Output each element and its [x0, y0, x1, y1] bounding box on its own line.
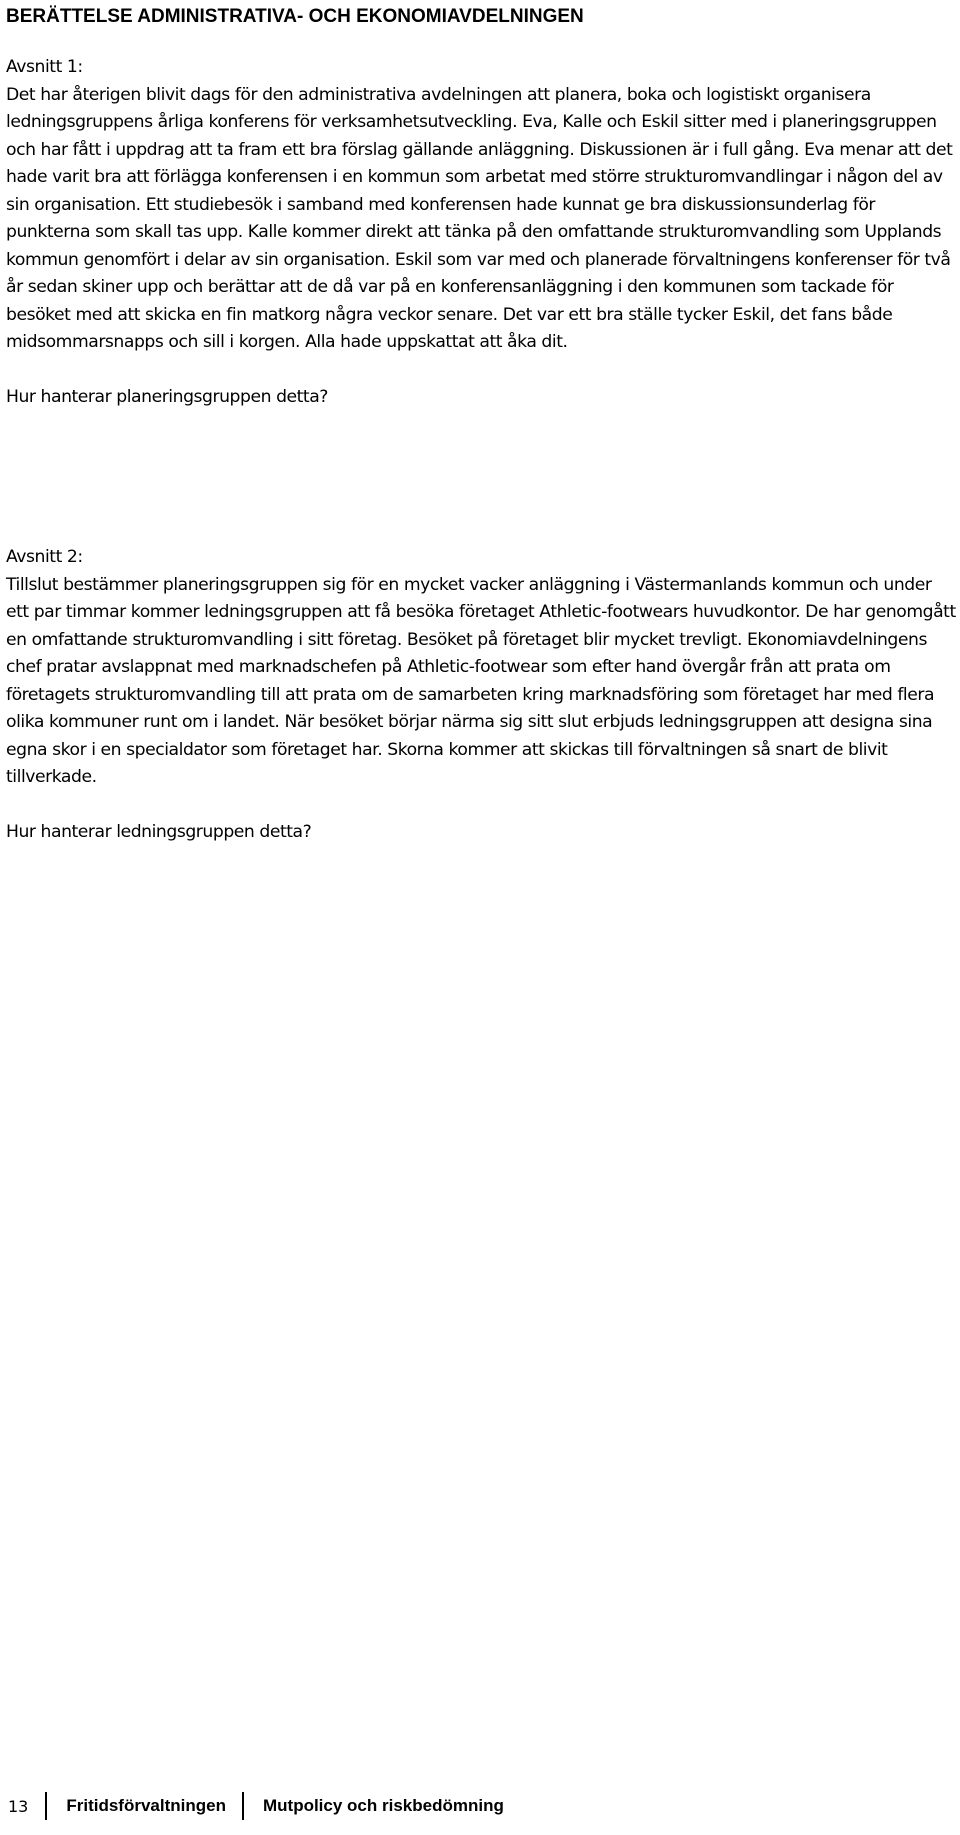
- footer-department: Fritidsförvaltningen: [66, 1796, 226, 1815]
- section-body: Tillslut bestämmer planeringsgruppen sig för en mycket vacker anläggning i Västermanlands kommun och under ett par timmar kommer ledningsgruppen att få besöka företaget Athletic-footwears huvudkontor. De har genomgått en omfattande strukturomvandling i sitt företag. Besöket på företaget blir mycket trevligt. Ekonomiavdelningens chef pratar avslappnat med marknadschefen på Athletic-footwear som efter hand övergår från att prata om företagets strukturomvandling till att prata om de samarbeten kring marknadsföring som företaget har med flera olika kommuner runt om i landet. När besöket börjar närma sig sitt slut erbjuds ledningsgruppen att designa sina egna skor i en specialdator som företaget har. Skorna kommer att skickas till förvaltningen så snart de blivit tillverkade.: [6, 574, 956, 787]
- section-body: Det har återigen blivit dags för den administrativa avdelningen att planera, boka och logistiskt organisera ledningsgruppens årliga konferens för verksamhetsutveckling. Eva, Kalle och Eskil sitter med i planeringsgruppen och har fått i uppdrag att ta fram ett bra förslag gällande anläggning. Diskussionen är i full gång. Eva menar att det hade varit bra att förlägga konferensen i en kommun som arbetat med större strukturomvandlingar i någon del av sin organisation. Ett studiebesök i samband med konferensen hade kunnat ge bra diskussionsunderlag för punkterna som skall tas upp. Kalle kommer direkt att tänka på den omfattande strukturomvandling som Upplands kommun genomfört i delar av sin organisation. Eskil som var med och planerade förvaltningens konferenser för två år sedan skiner upp och berättar att de då var på en konferensanläggning i den kommunen som tackade för besöket med att skicka en fin matkorg några veckor senare. Det var ett bra ställe tycker Eskil, det fans både midsommarsnapps och sill i korgen. Alla hade uppskattat att åka dit.: [6, 84, 953, 352]
- section-question: Hur hanterar planeringsgruppen detta?: [6, 387, 328, 407]
- section-question: Hur hanterar ledningsgruppen detta?: [6, 822, 312, 842]
- page-footer: [8, 1791, 504, 1821]
- document-title: BERÄTTELSE ADMINISTRATIVA- OCH EKONOMIAVDELNINGEN: [6, 6, 584, 27]
- section-2: [6, 544, 958, 847]
- footer-document-name: Mutpolicy och riskbedömning: [262, 1796, 504, 1815]
- section-1: [6, 54, 958, 412]
- footer-divider: [242, 1792, 244, 1820]
- page-number: 13: [8, 1796, 29, 1816]
- section-heading: Avsnitt 2:: [6, 547, 83, 567]
- section-heading: Avsnitt 1:: [6, 57, 83, 77]
- footer-divider: [45, 1792, 47, 1820]
